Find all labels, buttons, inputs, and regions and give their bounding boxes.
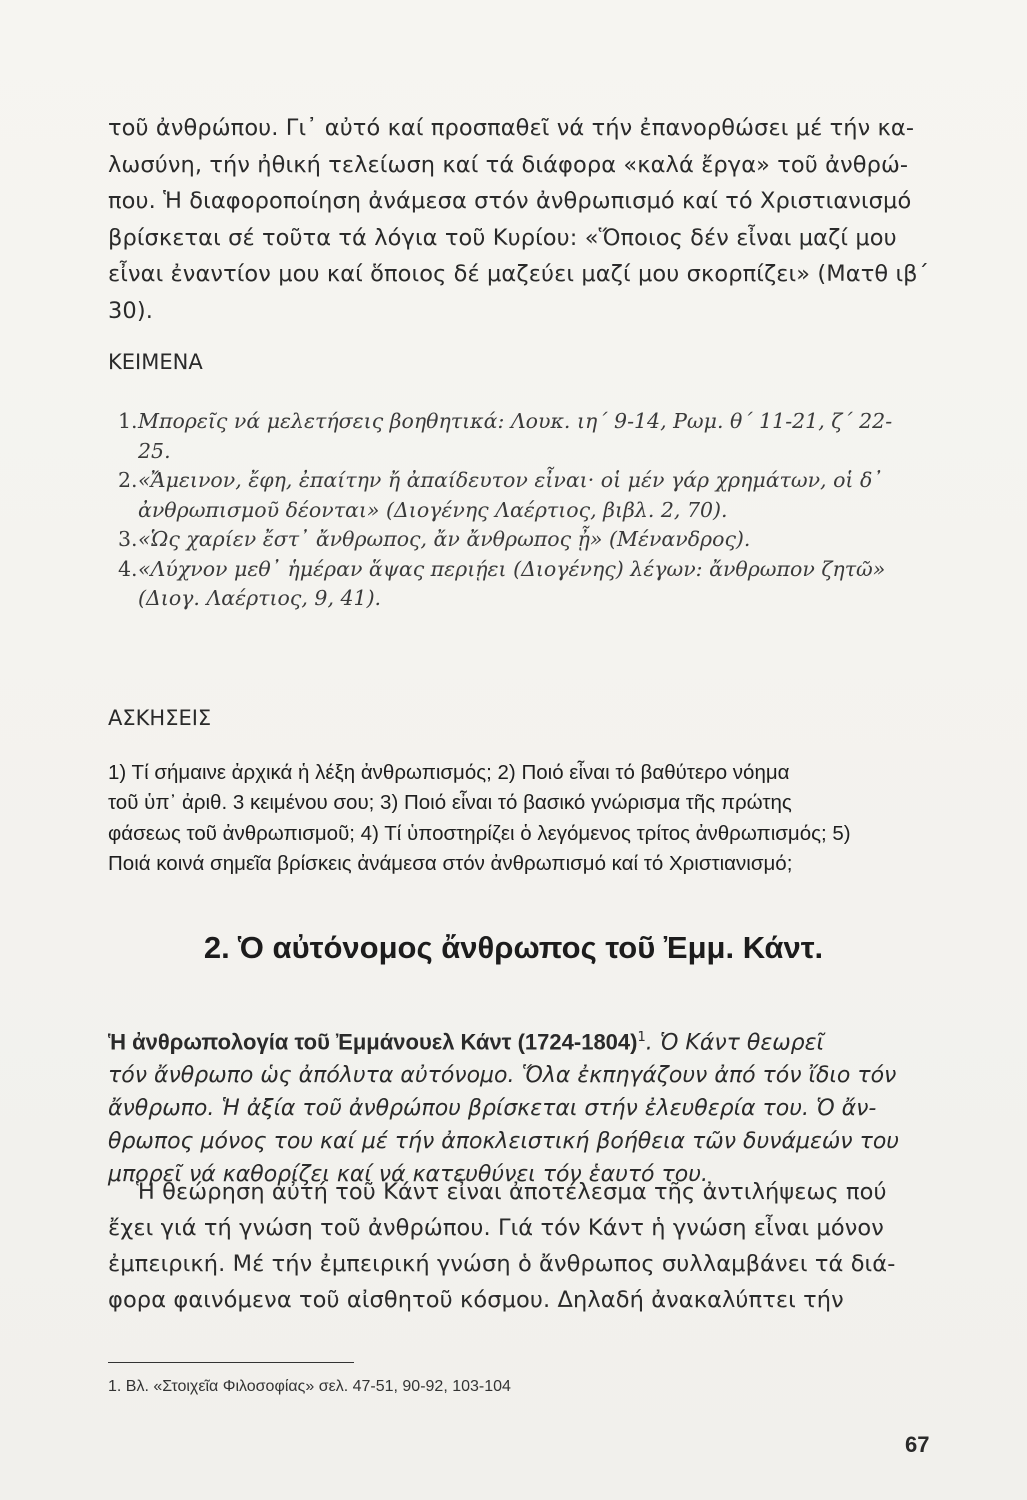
item-number: 3. [118, 527, 138, 551]
askiseis-heading: ΑΣΚΗΣΕΙΣ [108, 706, 212, 730]
closing-paragraph [108, 1174, 942, 1318]
item-line: ἀνθρωπισμοῦ δέονται» (Διογένης Λαέρτιος, βιβλ. 2, 70). [138, 497, 728, 522]
page-number: 67 [905, 1432, 930, 1457]
footnote-divider [108, 1362, 354, 1363]
keimena-heading: ΚΕΙΜΕΝΑ [108, 350, 203, 374]
section-title: 2. Ὁ αὐτόνομος ἄνθρωπος τοῦ Ἐμμ. Κάντ. [203, 930, 824, 965]
text-line: φορα φαινόμενα τοῦ αἰσθητοῦ κόσμου. Δηλαδή ἀνακαλύπτει τήν [108, 1287, 844, 1313]
text-line: ἄνθρωπο. Ἡ ἀξία τοῦ ἀνθρώπου βρίσκεται στήν ἐλευθερία του. Ὁ ἄν- [108, 1095, 877, 1121]
text-line: θρωπος μόνος του καί μέ τήν ἀποκλειστική βοήθεια τῶν δυνάμεών του [108, 1128, 900, 1154]
intro-paragraph [108, 110, 942, 330]
item-line: «Ἄμεινον, ἔφη, ἐπαίτην ἤ ἀπαίδευτον εἶναι· οἱ μέν γάρ χρημάτων, οἱ δ᾽ [138, 468, 883, 492]
keimena-list [108, 407, 942, 614]
text-line [108, 1022, 942, 1060]
text-line: μπορεῖ νά καθορίζει καί νά κατευθύνει τόν ἑαυτό του. [108, 1161, 708, 1187]
list-item [108, 407, 942, 466]
item-line: 25. [138, 438, 171, 463]
item-line: Μπορεῖς νά μελετήσεις βοηθητικά: Λουκ. ιη΄ 9-14, Ρωμ. θ΄ 11-21, ζ΄ 22- [138, 409, 893, 433]
list-item [108, 466, 942, 525]
text-line: ἐμπειρική. Μέ τήν ἐμπειρική γνώση ὁ ἄνθρωπος συλλαμβάνει τά διά- [108, 1251, 896, 1277]
item-line: «Ὡς χαρίεν ἔστ᾽ ἄνθρωπος, ἄν ἄνθρωπος ᾖ» (Μένανδρος). [138, 527, 751, 551]
item-line: «Λύχνον μεθ᾽ ἡμέραν ἅψας περιῄει (Διογένης) λέγων: ἄνθρωπον ζητῶ» [138, 556, 886, 581]
item-number: 4. [118, 556, 138, 581]
text-line: εἶναι ἐναντίον μου καί ὅποιος δέ μαζεύει μαζί μου σκορπίζει» (Ματθ ιβ΄ [108, 261, 929, 288]
text-line: τόν ἄνθρωπο ὡς ἀπόλυτα αὐτόνομο. Ὅλα ἐκπηγάζουν ἀπό τόν ἴδιο τόν [108, 1063, 897, 1089]
text-line: 1) Τί σήμαινε ἀρχικά ἡ λέξη ἀνθρωπισμός; 2) Ποιό εἶναι τό βαθύτερο νόημα [108, 761, 790, 784]
list-item [108, 525, 942, 555]
list-item [108, 555, 942, 614]
text-line: τοῦ ἀνθρώπου. Γι᾽ αὐτό καί προσπαθεῖ νά τήν ἐπανορθώσει μέ τήν κα- [108, 115, 915, 141]
text-line: βρίσκεται σέ τοῦτα τά λόγια τοῦ Κυρίου: «Ὅποιος δέν εἶναι μαζί μου [108, 224, 897, 251]
text-line: Ἡ θεώρηση αὐτή τοῦ Κάντ εἶναι ἀποτέλεσμα τῆς ἀντιλήψεως πού [136, 1179, 887, 1205]
text-line: που. Ἡ διαφοροποίηση ἀνάμεσα στόν ἀνθρωπισμό καί τό Χριστιανισμό [108, 188, 912, 215]
text-line: Ποιά κοινά σημεῖα βρίσκεις ἀνάμεσα στόν ἀνθρωπισμό καί τό Χριστιανισμό; [108, 851, 793, 875]
text-line: ἔχει γιά τή γνώση τοῦ ἀνθρώπου. Γιά τόν Κάντ ἡ γνώση εἶναι μόνον [108, 1215, 884, 1241]
text-line: 30). [108, 297, 153, 324]
lead-rest: . Ὁ Κάντ θεωρεῖ [645, 1030, 824, 1056]
exercises-paragraph [108, 758, 942, 879]
item-number: 2. [118, 468, 138, 492]
footnote: 1. Βλ. «Στοιχεῖα Φιλοσοφίας» σελ. 47-51, 90-92, 103-104 [108, 1378, 511, 1395]
kant-paragraph [108, 1022, 942, 1191]
item-line: (Διογ. Λαέρτιος, 9, 41). [138, 586, 382, 610]
text-line: τοῦ ὑπ᾽ ἀριθ. 3 κειμένου σου; 3) Ποιό εἶναι τό βασικό γνώρισμα τῆς πρώτης [108, 791, 792, 815]
text-line: λωσύνη, τήν ἠθική τελείωση καί τά διάφορα «καλά ἔργα» τοῦ ἀνθρώ- [108, 151, 909, 178]
footnote-mark: 1 [637, 1030, 646, 1045]
lead-phrase: Ἡ ἀνθρωπολογία τοῦ Ἐμμάνουελ Κάντ (1724-1804) [108, 1029, 638, 1055]
item-number: 1. [118, 409, 138, 433]
text-line: φάσεως τοῦ ἀνθρωπισμοῦ; 4) Τί ὑποστηρίζει ὁ λεγόμενος τρίτος ἀνθρωπισμός; 5) [108, 821, 851, 845]
